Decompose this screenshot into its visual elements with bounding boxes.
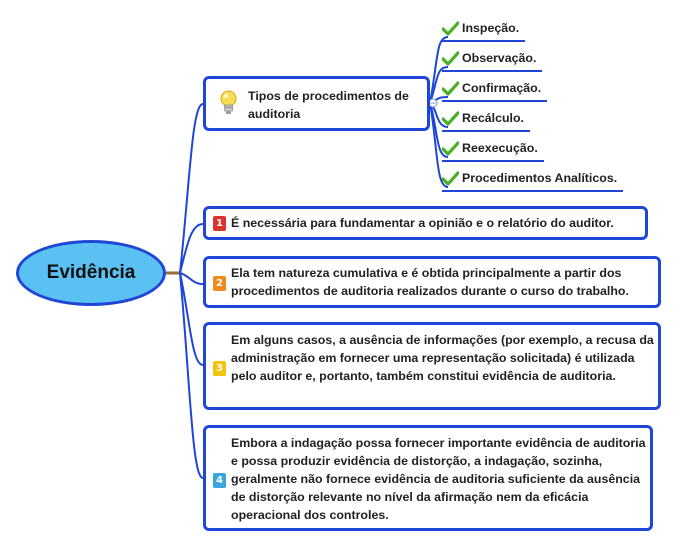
node-3[interactable] xyxy=(203,322,661,410)
leaf-label: Reexecução. xyxy=(462,141,538,155)
checkmark-icon xyxy=(442,51,459,66)
priority-4-icon: 4 xyxy=(213,473,226,488)
leaf-observacao[interactable] xyxy=(442,46,542,72)
priority-1-icon: 1 xyxy=(213,216,226,231)
types-node[interactable] xyxy=(203,76,430,131)
leaf-label: Recálculo. xyxy=(462,111,524,125)
node-2[interactable] xyxy=(203,256,661,308)
leaf-label: Inspeção. xyxy=(462,21,520,35)
checkmark-icon xyxy=(442,141,459,156)
leaf-label: Observação. xyxy=(462,51,537,65)
node-1[interactable] xyxy=(203,206,648,240)
types-node-label: Tipos de procedimentos de auditoria xyxy=(248,89,409,121)
branch-2 xyxy=(180,273,203,284)
leaf-recalculo[interactable] xyxy=(442,106,530,132)
branch-4 xyxy=(180,273,203,478)
node-4[interactable] xyxy=(203,425,653,531)
checkmark-icon xyxy=(442,21,459,36)
checkmark-icon xyxy=(442,81,459,96)
leaf-reexecucao[interactable] xyxy=(442,136,544,162)
node-2-text: Ela tem natureza cumulativa e é obtida principalmente a partir dos procedimentos de auditoria realizados durante o curso do trabalho. xyxy=(231,266,629,298)
checkmark-icon xyxy=(442,171,459,186)
priority-2-icon: 2 xyxy=(213,276,226,291)
leaf-label: Confirmação. xyxy=(462,81,542,95)
node-3-text: Em alguns casos, a ausência de informações (por exemplo, a recusa da administração em fornecer uma representação solicitada) é utilizada pelo auditor e, portanto, também constitui evidência de auditoria. xyxy=(231,333,654,383)
branch-types xyxy=(180,104,203,273)
node-1-text: É necessária para fundamentar a opinião e o relatório do auditor. xyxy=(231,216,614,230)
leaf-inspecao[interactable] xyxy=(442,16,525,42)
leaf-label: Procedimentos Analíticos. xyxy=(462,171,618,185)
checkmark-icon xyxy=(442,111,459,126)
central-topic[interactable] xyxy=(16,240,166,306)
leaf-confirmacao[interactable] xyxy=(442,76,547,102)
lightbulb-icon xyxy=(220,90,237,116)
node-4-text: Embora a indagação possa fornecer importante evidência de auditoria e possa produzir evidência de distorção, a indagação, sozinha, geralmente não fornece evidência de auditoria suficiente da ausência de distorção relevante no nível da afirmação nem da eficácia operacional dos controles. xyxy=(231,436,646,522)
central-topic-label: Evidência xyxy=(46,262,136,283)
leaf-procedimentos-analiticos[interactable] xyxy=(442,166,623,192)
priority-3-icon: 3 xyxy=(213,361,226,376)
